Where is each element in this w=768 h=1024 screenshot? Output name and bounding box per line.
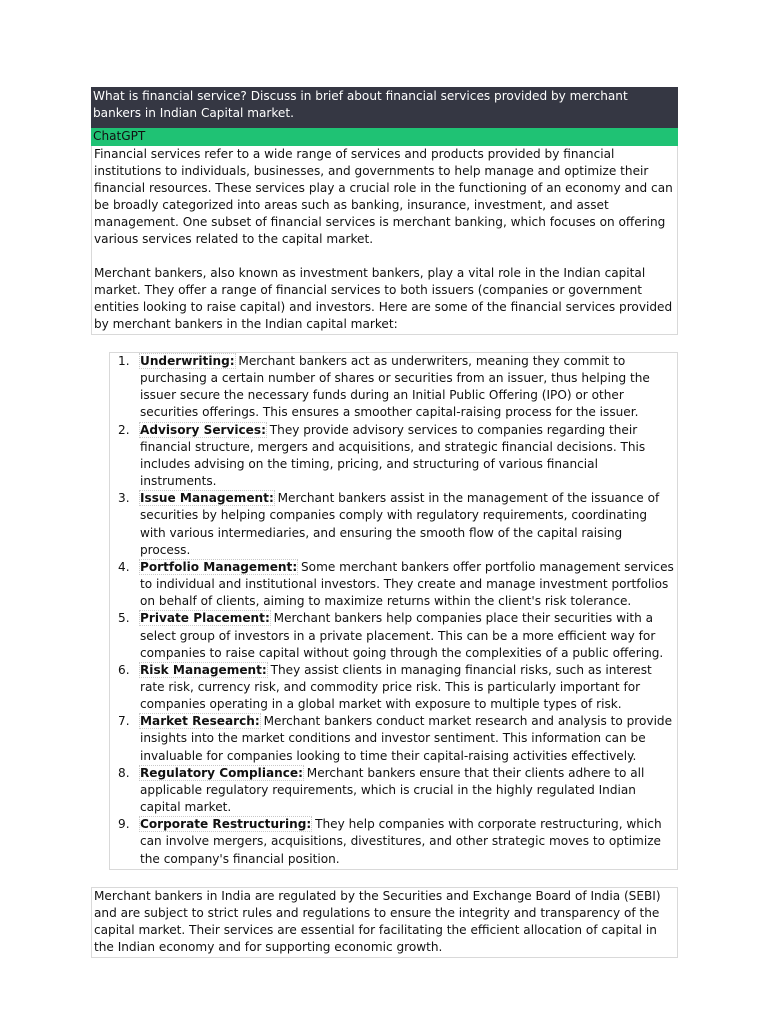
- list-item: [118, 490, 675, 559]
- question-header: What is financial service? Discuss in brief about financial services provided by merchant bankers in Indian Capital market.: [91, 87, 678, 128]
- speaker-label: ChatGPT: [91, 128, 678, 146]
- item-text: Merchant bankers assist in the management of the issuance of securities by helping companies comply with regulatory requirements, coordinating with various intermediaries, and ensuring the smooth flow of the capital raising process.: [140, 491, 660, 557]
- list-item: [118, 816, 675, 867]
- item-number: 8.: [118, 765, 130, 780]
- item-term: Market Research:: [140, 714, 260, 729]
- list-item: [118, 610, 675, 661]
- item-text: Merchant bankers ensure that their clients adhere to all applicable regulatory requirements, which is crucial in the highly regulated Indian capital market.: [140, 765, 645, 815]
- item-text: Merchant bankers act as underwriters, meaning they commit to purchasing a certain number of shares or securities from an issuer, thus helping the issuer secure the necessary funds during an Initial Public Offering (IPO) or other securities offerings. This ensures a smoother capital-raising process for the issuer.: [140, 354, 650, 420]
- item-text: Some merchant bankers offer portfolio management services to individual and institutional investors. They create and manage investment portfolios on behalf of clients, aiming to maximize returns within the client's risk tolerance.: [140, 559, 674, 609]
- item-text: They provide advisory services to companies regarding their financial structure, mergers and acquisitions, and strategic financial decisions. This includes advising on the timing, pricing, and structuring of various financial instruments.: [140, 422, 646, 489]
- closing-paragraph: Merchant bankers in India are regulated by the Securities and Exchange Board of India (SEBI) and are subject to strict rules and regulations to ensure the integrity and transparency of the capital market. Their services are essential for facilitating the efficient allocation of capital in the Indian economy and for supporting economic growth.: [94, 888, 661, 954]
- item-number: 5.: [118, 611, 130, 626]
- item-term: Corporate Restructuring:: [140, 817, 312, 832]
- answer-paragraph-1: Financial services refer to a wide range of services and products provided by financial institutions to individuals, businesses, and governments to help manage and optimize their financial resources. These services play a crucial role in the functioning of an economy and can be broadly categorized into areas such as banking, insurance, investment, and asset management. One subset of financial services is merchant banking, which focuses on offering various services related to the capital market.: [94, 147, 673, 246]
- item-text: They help companies with corporate restructuring, which can involve mergers, acquisitions, divestitures, and other strategic moves to optimize the company's financial position.: [140, 817, 662, 866]
- list-item: [118, 713, 675, 764]
- list-item: [118, 662, 675, 713]
- item-number: 1.: [118, 354, 130, 368]
- item-term: Issue Management:: [140, 491, 274, 506]
- item-term: Underwriting:: [140, 354, 235, 368]
- item-number: 6.: [118, 662, 130, 677]
- item-term: Private Placement:: [140, 611, 270, 626]
- list-item: [118, 353, 675, 422]
- list-item: [118, 559, 675, 610]
- item-text: Merchant bankers conduct market research and analysis to provide insights into the market conditions and investor sentiment. This information can be invaluable for companies looking to time their capital-raising activities effectively.: [140, 714, 673, 763]
- document: [91, 87, 678, 958]
- list-item: [118, 422, 675, 491]
- item-number: 4.: [118, 559, 130, 574]
- item-number: 7.: [118, 714, 130, 729]
- item-term: Regulatory Compliance:: [140, 765, 303, 780]
- services-list-box: [109, 352, 678, 870]
- answer-paragraph-2: Merchant bankers, also known as investment bankers, play a vital role in the Indian capital market. They offer a range of financial services to both issuers (companies or government entities looking to raise capital) and investors. Here are some of the financial services provided by merchant bankers in the Indian capital market:: [94, 266, 673, 331]
- list-item: [118, 765, 675, 816]
- item-term: Risk Management:: [140, 662, 267, 677]
- item-text: Merchant bankers help companies place their securities with a select group of investors in a private placement. This can be a more efficient way for companies to raise capital without going through the complexities of a public offering.: [140, 611, 664, 660]
- item-term: Advisory Services:: [140, 422, 266, 437]
- closing-paragraph-box: [91, 887, 678, 958]
- services-list: [110, 353, 675, 868]
- answer-intro: [91, 146, 678, 335]
- item-number: 3.: [118, 491, 130, 506]
- item-number: 2.: [118, 422, 130, 437]
- item-term: Portfolio Management:: [140, 559, 298, 574]
- item-text: They assist clients in managing financial risks, such as interest rate risk, currency risk, and commodity price risk. This is particularly important for companies operating in a global market with exposure to multiple types of risk.: [140, 662, 652, 712]
- item-number: 9.: [118, 817, 130, 832]
